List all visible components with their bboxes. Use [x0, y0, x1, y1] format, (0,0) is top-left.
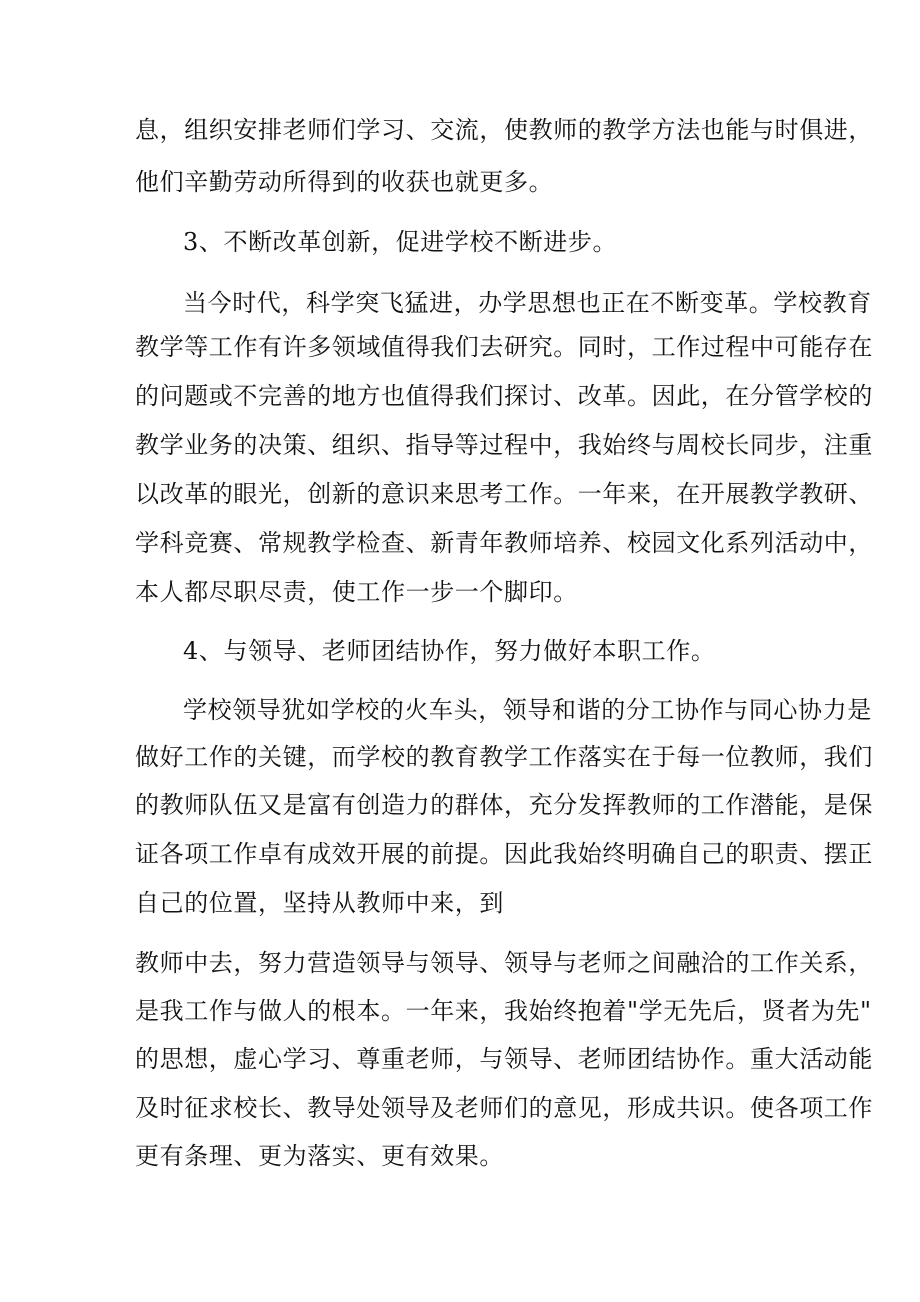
paragraph-line: 学校领导犹如学校的火车头，领导和谐的分工协作与同心协力是 [183, 696, 872, 724]
paragraph-line: 教师中去，努力营造领导与领导、领导与老师之间融洽的工作关系， [135, 949, 873, 977]
paragraph-line: 本人都尽职尽责，使工作一步一个脚印。 [135, 578, 578, 606]
section-heading-4: 4、与领导、老师团结协作，努力做好本职工作。 [183, 637, 716, 665]
paragraph-line: 当今时代，科学突飞猛进，办学思想也正在不断变革。学校教育 [183, 289, 872, 317]
paragraph-line: 做好工作的关键，而学校的教育教学工作落实在于每一位教师，我们 [135, 743, 873, 771]
paragraph-line: 更有条理、更为落实、更有效果。 [135, 1142, 504, 1170]
paragraph-line: 的思想，虚心学习、尊重老师，与领导、老师团结协作。重大活动能 [135, 1045, 873, 1073]
paragraph-line: 学科竞赛、常规教学检查、新青年教师培养、校园文化系列活动中， [135, 529, 873, 557]
paragraph-line: 是我工作与做人的根本。一年来，我始终抱着"学无先后，贤者为先" [135, 997, 872, 1025]
paragraph-line: 自己的位置，坚持从教师中来，到 [135, 889, 504, 917]
paragraph-line: 的问题或不完善的地方也值得我们探讨、改革。因此，在分管学校的 [135, 382, 873, 410]
section-heading-3: 3、不断改革创新，促进学校不断进步。 [183, 228, 618, 256]
paragraph-line: 他们辛勤劳动所得到的收获也就更多。 [135, 168, 554, 196]
paragraph-line: 息，组织安排老师们学习、交流，使教师的教学方法也能与时俱进， [135, 116, 873, 144]
paragraph-line: 教学等工作有许多领域值得我们去研究。同时，工作过程中可能存在 [135, 333, 873, 361]
paragraph-line: 证各项工作卓有成效开展的前提。因此我始终明确自己的职责、摆正 [135, 840, 873, 868]
paragraph-line: 及时征求校长、教导处领导及老师们的意见，形成共识。使各项工作 [135, 1094, 873, 1122]
paragraph-line: 以改革的眼光，创新的意识来思考工作。一年来，在开展教学教研、 [135, 480, 873, 508]
paragraph-line: 教学业务的决策、组织、指导等过程中，我始终与周校长同步，注重 [135, 431, 873, 459]
paragraph-line: 的教师队伍又是富有创造力的群体，充分发挥教师的工作潜能，是保 [135, 791, 873, 819]
